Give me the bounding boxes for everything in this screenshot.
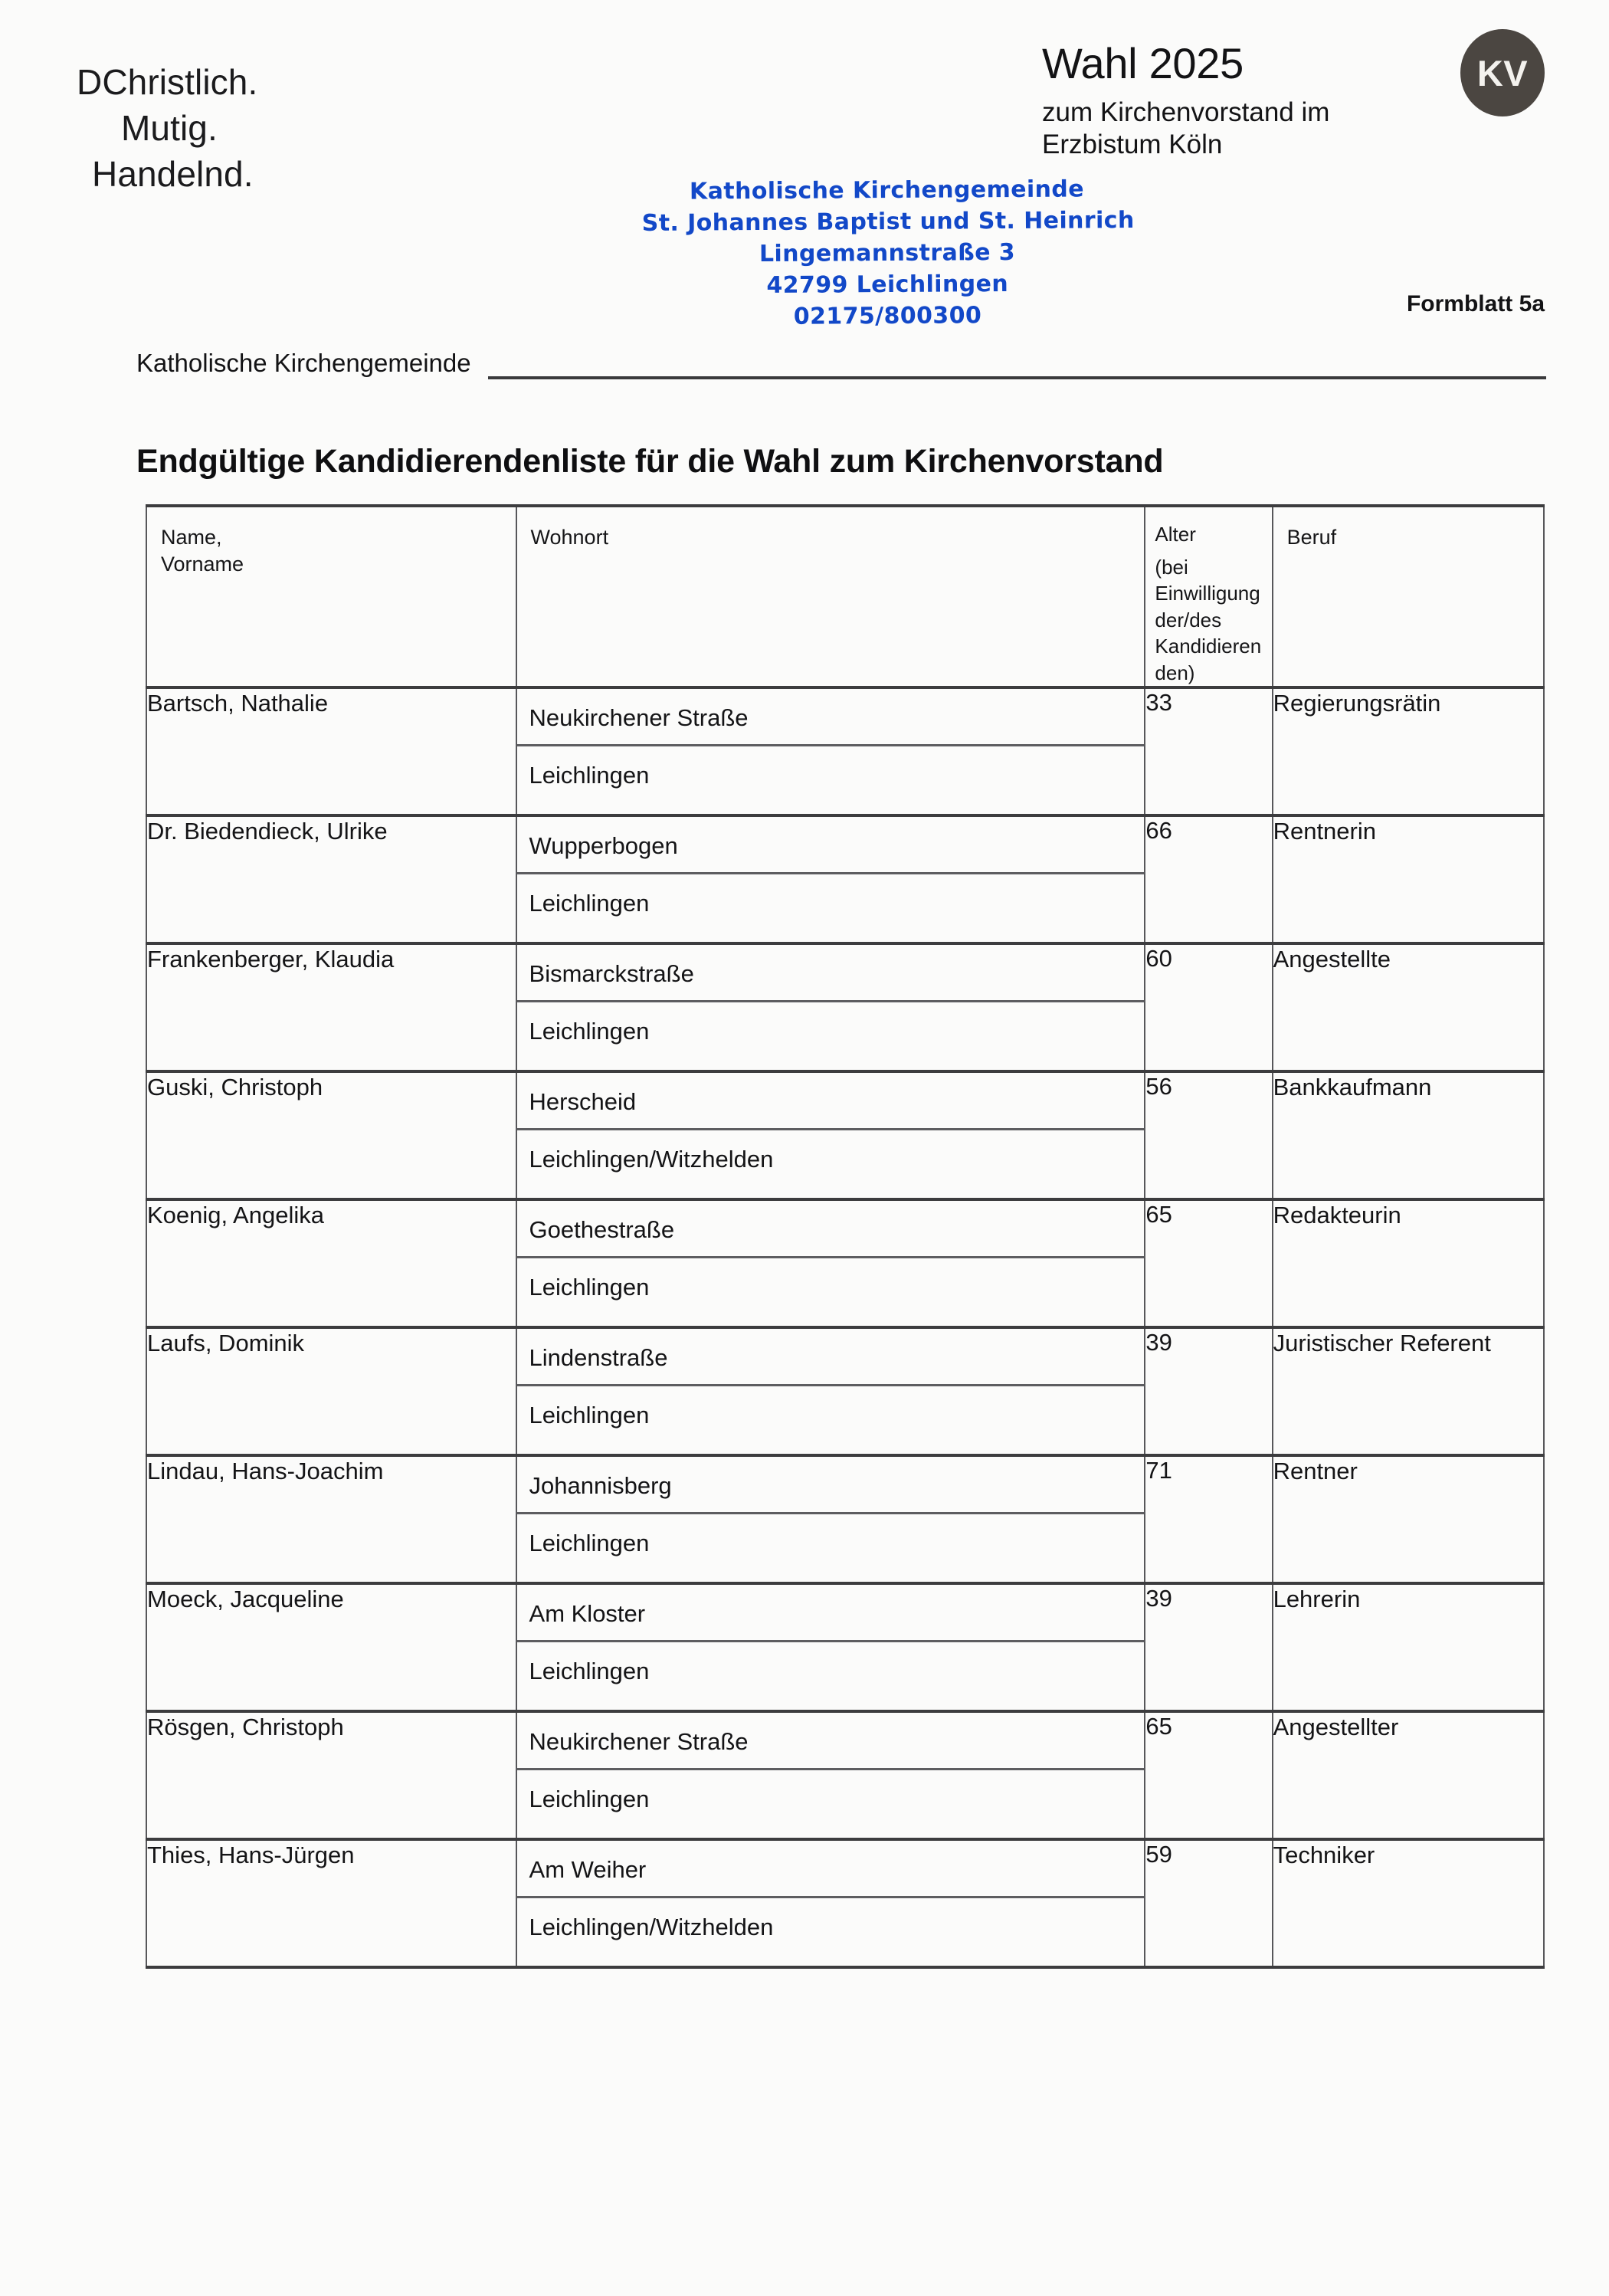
cell-name: Laufs, Dominik — [146, 1327, 516, 1455]
cell-wohnort — [516, 943, 1145, 1071]
cell-wohnort — [516, 1839, 1145, 1967]
street-underline — [517, 1640, 1145, 1642]
column-header-alter-line-4: der/des — [1155, 608, 1222, 631]
cell-alter: 39 — [1145, 1327, 1272, 1455]
cell-wohnort — [516, 1455, 1145, 1583]
cell-street: Johannisberg — [529, 1472, 672, 1500]
election-heading — [1042, 40, 1456, 162]
column-header-alter-line-2: (bei — [1155, 555, 1188, 579]
stamp-line-2: St. Johannes Baptist und St. Heinrich — [641, 207, 1135, 238]
cell-city: Leichlingen — [529, 1274, 650, 1301]
street-underline — [517, 1896, 1145, 1898]
cell-city: Leichlingen/Witzhelden — [529, 1146, 774, 1173]
column-header-name-line-2: Vorname — [161, 553, 244, 576]
cell-street: Herscheid — [529, 1088, 637, 1116]
cell-wohnort — [516, 687, 1145, 815]
cell-name: Dr. Biedendieck, Ulrike — [146, 815, 516, 943]
column-header-wohnort — [516, 506, 1145, 687]
street-underline — [517, 1512, 1145, 1514]
brand-logo — [74, 60, 472, 197]
cell-wohnort — [516, 815, 1145, 943]
page-title: Endgültige Kandidierendenliste für die Wahl zum Kirchenvorstand — [136, 443, 1164, 480]
street-underline — [517, 1256, 1145, 1258]
table-row — [146, 1199, 1544, 1327]
stamp-line-5: 02175/800300 — [793, 302, 982, 331]
form-number: Formblatt 5a — [1406, 291, 1545, 317]
cell-name: Bartsch, Nathalie — [146, 687, 516, 815]
cell-beruf: Redakteurin — [1273, 1199, 1544, 1327]
stamp-line-1: Katholische Kirchengemeinde — [689, 175, 1085, 205]
cell-alter: 66 — [1145, 815, 1272, 943]
column-header-alter-line-3: Einwilligung — [1155, 582, 1260, 605]
cell-street: Goethestraße — [529, 1216, 675, 1244]
cell-street: Lindenstraße — [529, 1344, 668, 1372]
cell-alter: 59 — [1145, 1839, 1272, 1967]
logo-line-2: Mutig. — [121, 107, 218, 148]
column-header-name — [146, 506, 516, 687]
cell-street: Neukirchener Straße — [529, 1728, 749, 1756]
table-row — [146, 1455, 1544, 1583]
cell-beruf: Rentner — [1273, 1455, 1544, 1583]
table-row — [146, 1071, 1544, 1199]
cell-beruf: Rentnerin — [1273, 815, 1544, 943]
cell-name: Rösgen, Christoph — [146, 1711, 516, 1839]
table-row — [146, 1327, 1544, 1455]
cell-city: Leichlingen — [529, 1786, 650, 1813]
table-row — [146, 1839, 1544, 1967]
column-header-alter-line-1: Alter — [1155, 523, 1196, 546]
table-row — [146, 943, 1544, 1071]
cell-city: Leichlingen — [529, 1530, 650, 1557]
cell-wohnort — [516, 1711, 1145, 1839]
cell-beruf: Regierungsrätin — [1273, 687, 1544, 815]
cell-beruf: Angestellte — [1273, 943, 1544, 1071]
column-header-alter-line-5: Kandidieren — [1155, 635, 1262, 658]
table-row — [146, 1711, 1544, 1839]
logo-line-3: Handelnd. — [92, 153, 254, 194]
parish-stamp — [641, 173, 1135, 333]
cell-alter: 65 — [1145, 1199, 1272, 1327]
election-subtitle-line-1: zum Kirchenvorstand im — [1042, 97, 1330, 127]
cell-city: Leichlingen — [529, 762, 650, 789]
column-header-alter — [1145, 506, 1272, 687]
column-header-beruf-label: Beruf — [1286, 526, 1337, 549]
table-header — [146, 506, 1544, 687]
cell-name: Koenig, Angelika — [146, 1199, 516, 1327]
cell-city: Leichlingen — [529, 1658, 650, 1685]
cell-street: Wupperbogen — [529, 832, 678, 860]
election-subtitle — [1042, 97, 1456, 162]
candidate-table — [146, 504, 1545, 1969]
table-row — [146, 1583, 1544, 1711]
table-body — [146, 687, 1544, 1967]
cell-beruf: Juristischer Referent — [1273, 1327, 1544, 1455]
election-title: Wahl 2025 — [1042, 39, 1244, 87]
parish-name-label: Katholische Kirchengemeinde — [136, 349, 471, 377]
table-row — [146, 815, 1544, 943]
cell-alter: 39 — [1145, 1583, 1272, 1711]
cell-beruf: Angestellter — [1273, 1711, 1544, 1839]
cell-wohnort — [516, 1071, 1145, 1199]
street-underline — [517, 872, 1145, 874]
column-header-wohnort-label: Wohnort — [530, 526, 609, 549]
table-header-row — [146, 506, 1544, 687]
parish-name-field — [136, 349, 1546, 381]
cell-city: Leichlingen — [529, 1018, 650, 1045]
election-subtitle-line-2: Erzbistum Köln — [1042, 130, 1223, 160]
cell-street: Bismarckstraße — [529, 960, 694, 988]
cell-alter: 33 — [1145, 687, 1272, 815]
cell-street: Am Weiher — [529, 1856, 647, 1884]
cell-name: Moeck, Jacqueline — [146, 1583, 516, 1711]
cell-city: Leichlingen — [529, 890, 650, 917]
table-row — [146, 687, 1544, 815]
cell-alter: 65 — [1145, 1711, 1272, 1839]
cell-city: Leichlingen — [529, 1402, 650, 1429]
cell-wohnort — [516, 1327, 1145, 1455]
column-header-beruf — [1273, 506, 1544, 687]
cell-wohnort — [516, 1583, 1145, 1711]
street-underline — [517, 1768, 1145, 1770]
street-underline — [517, 1000, 1145, 1002]
cell-alter: 56 — [1145, 1071, 1272, 1199]
cell-city: Leichlingen/Witzhelden — [529, 1914, 774, 1941]
cell-name: Lindau, Hans-Joachim — [146, 1455, 516, 1583]
stamp-line-3: Lingemannstraße 3 — [759, 239, 1016, 268]
logo-line-1: DChristlich. — [77, 62, 258, 102]
kv-badge-icon: KV — [1460, 29, 1545, 116]
parish-name-input-rule[interactable] — [488, 376, 1546, 379]
street-underline — [517, 744, 1145, 746]
cell-beruf: Bankkaufmann — [1273, 1071, 1544, 1199]
cell-alter: 60 — [1145, 943, 1272, 1071]
stamp-line-4: 42799 Leichlingen — [766, 271, 1009, 300]
cell-beruf: Lehrerin — [1273, 1583, 1544, 1711]
column-header-alter-line-6: den) — [1155, 661, 1195, 684]
street-underline — [517, 1384, 1145, 1386]
cell-name: Frankenberger, Klaudia — [146, 943, 516, 1071]
cell-alter: 71 — [1145, 1455, 1272, 1583]
cell-street: Neukirchener Straße — [529, 704, 749, 732]
column-header-name-line-1: Name, — [161, 526, 222, 549]
street-underline — [517, 1128, 1145, 1130]
cell-name: Guski, Christoph — [146, 1071, 516, 1199]
cell-wohnort — [516, 1199, 1145, 1327]
cell-street: Am Kloster — [529, 1600, 646, 1628]
cell-beruf: Techniker — [1273, 1839, 1544, 1967]
cell-name: Thies, Hans-Jürgen — [146, 1839, 516, 1967]
